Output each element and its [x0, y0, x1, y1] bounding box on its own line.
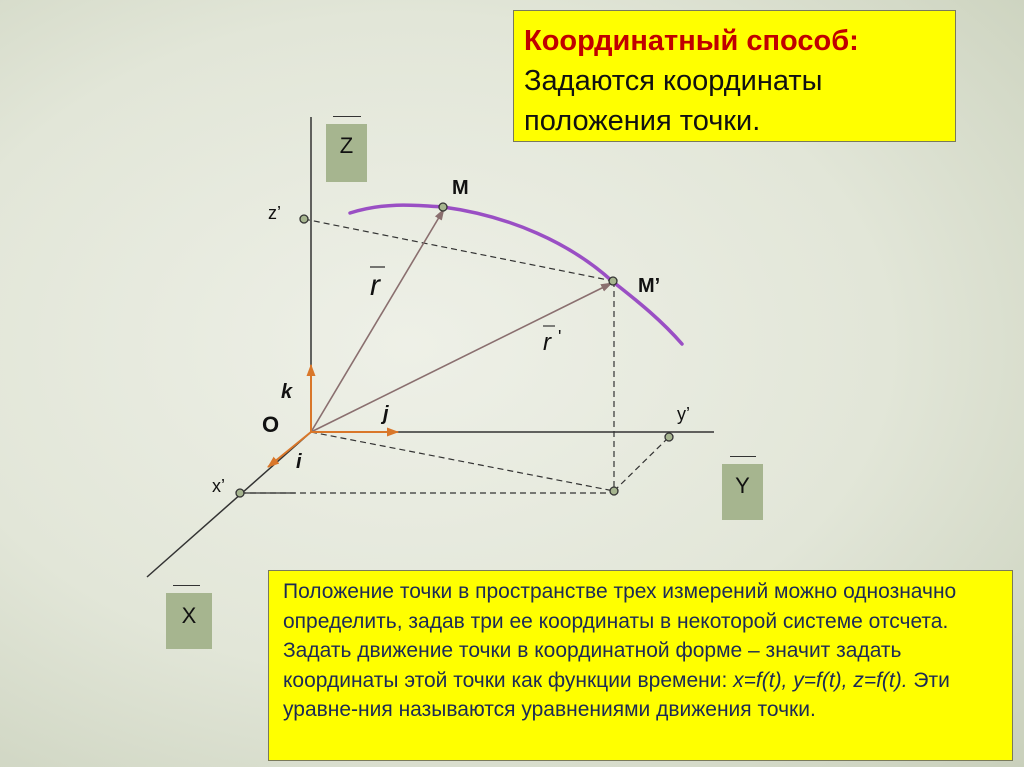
point-y-prime-marker	[665, 433, 673, 441]
description-text-end: Эти уравне-ния называются уравнениями движения точки.	[283, 668, 950, 721]
z-axis-tag-bar	[333, 116, 361, 117]
unit-i-label: i	[296, 451, 302, 473]
unit-k-label: k	[281, 381, 293, 403]
unit-j-label: j	[383, 403, 389, 425]
y-prime-label: y’	[677, 404, 690, 424]
method-heading: Координатный способ:	[524, 25, 859, 57]
vector-r-prime-label: r	[543, 329, 551, 356]
description-box	[268, 570, 1013, 761]
projection-lines	[240, 219, 669, 493]
z-prime-label: z’	[268, 203, 281, 223]
x-prime-label: x’	[212, 476, 225, 496]
x-axis-tag: X	[166, 593, 212, 649]
point-m-marker	[439, 203, 447, 211]
x-axis-tag-bar	[173, 585, 200, 586]
y-axis-tag-bar	[730, 456, 756, 457]
method-line-1: Задаются координаты	[524, 65, 823, 97]
method-line-2: положения точки.	[524, 105, 761, 137]
point-m-prime-marker	[609, 277, 617, 285]
vector-r-label: r	[370, 269, 380, 302]
z-axis-tag: Z	[326, 124, 367, 182]
point-z-prime-marker	[300, 215, 308, 223]
origin-label: O	[262, 412, 280, 437]
unit-vector-i-arrow	[268, 432, 311, 467]
trajectory-curve	[350, 205, 682, 344]
method-title-box	[513, 10, 956, 142]
point-x-prime-marker	[236, 489, 244, 497]
description-text-start: Положение точки в пространстве трех измерений можно однозначно определить, задав три ее координаты в некоторой системе отсчета. Задать движение точки в координатной форме – значит задать координаты этой точки как функции времени:	[283, 580, 957, 692]
point-m-prime-label: M’	[638, 275, 661, 297]
vector-r-prime-mark: '	[558, 327, 562, 347]
motion-equations: x=f(t), y=f(t), z=f(t).	[733, 668, 908, 692]
y-axis-tag: Y	[722, 464, 763, 520]
x-axis-line	[147, 432, 311, 577]
point-projection-marker	[610, 487, 618, 495]
point-m-label: M	[452, 177, 469, 199]
